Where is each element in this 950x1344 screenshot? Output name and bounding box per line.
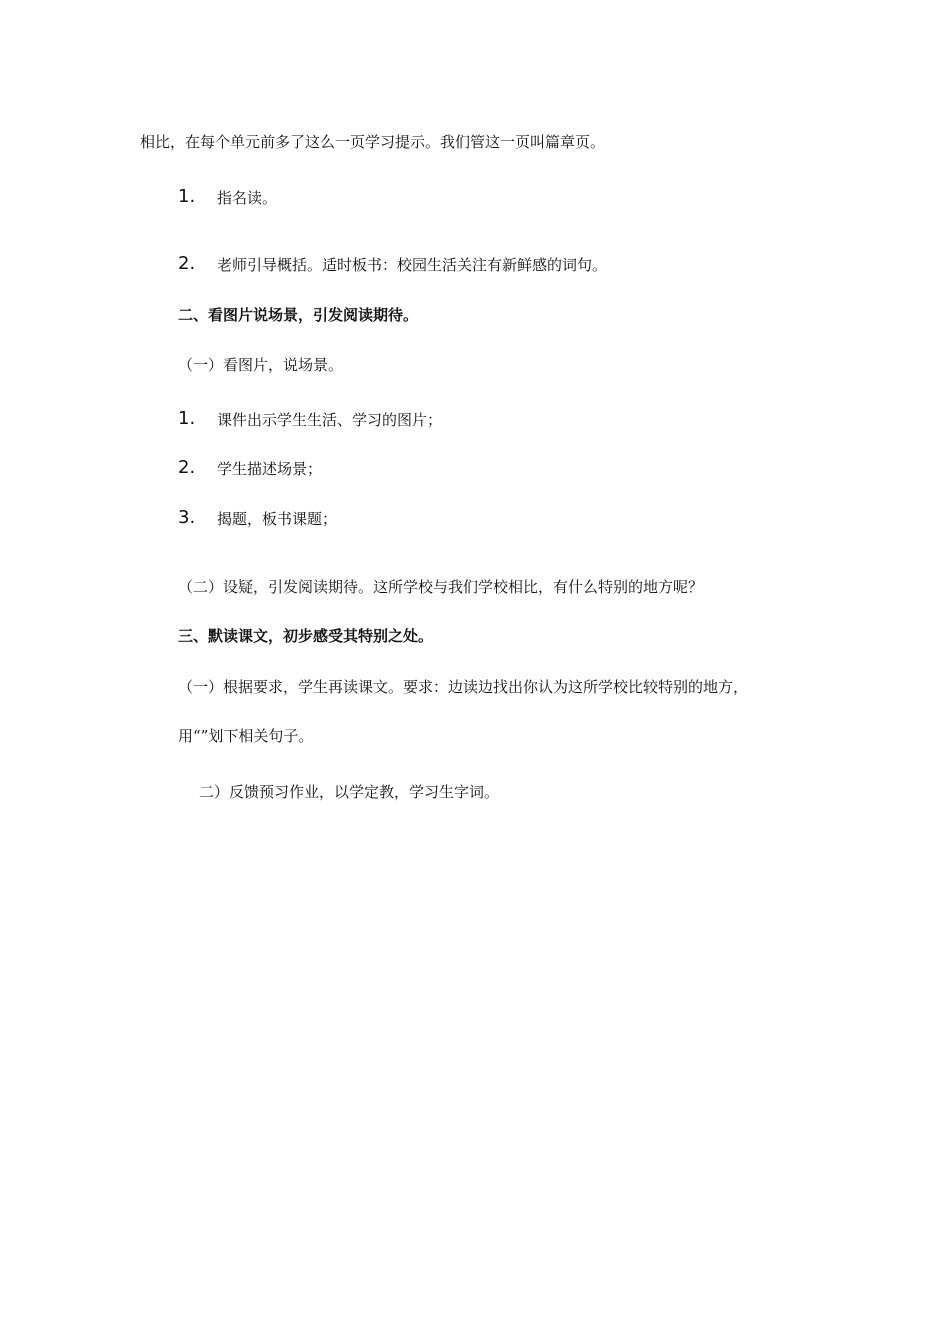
s2-item3-number: 3.	[178, 507, 196, 528]
s2-item2-text: 学生描述场景；	[217, 460, 323, 478]
step2-number: 2.	[178, 253, 196, 274]
s2-item1-number: 1.	[178, 408, 196, 429]
intro-line: 相比，在每个单元前多了这么一页学习提示。我们管这一页叫篇章页。	[140, 133, 606, 151]
s2-item2-number: 2.	[178, 457, 196, 478]
step1-text: 指名读。	[217, 189, 278, 207]
step2-text: 老师引导概括。适时板书：校园生活关注有新鲜感的词句。	[217, 256, 608, 274]
section3-subheading-1-line2: 用“”划下相关句子。	[178, 727, 314, 745]
section3-subheading-1-line1: （一）根据要求，学生再读课文。要求：边读边找出你认为这所学校比较特别的地方，	[178, 678, 749, 696]
section2-subheading-1: （一）看图片，说场景。	[178, 356, 344, 374]
section2-heading: 二、看图片说场景，引发阅读期待。	[178, 306, 419, 324]
section3-subheading-2: 二）反馈预习作业，以学定教，学习生字词。	[199, 783, 500, 801]
step1-number: 1.	[178, 186, 196, 207]
s2-item3-text: 揭题，板书课题；	[217, 510, 338, 528]
section2-subheading-2: （二）设疑，引发阅读期待。这所学校与我们学校相比，有什么特别的地方呢？	[178, 578, 704, 596]
section3-heading: 三、默读课文，初步感受其特别之处。	[178, 627, 434, 645]
s2-item1-text: 课件出示学生生活、学习的图片；	[217, 411, 443, 429]
